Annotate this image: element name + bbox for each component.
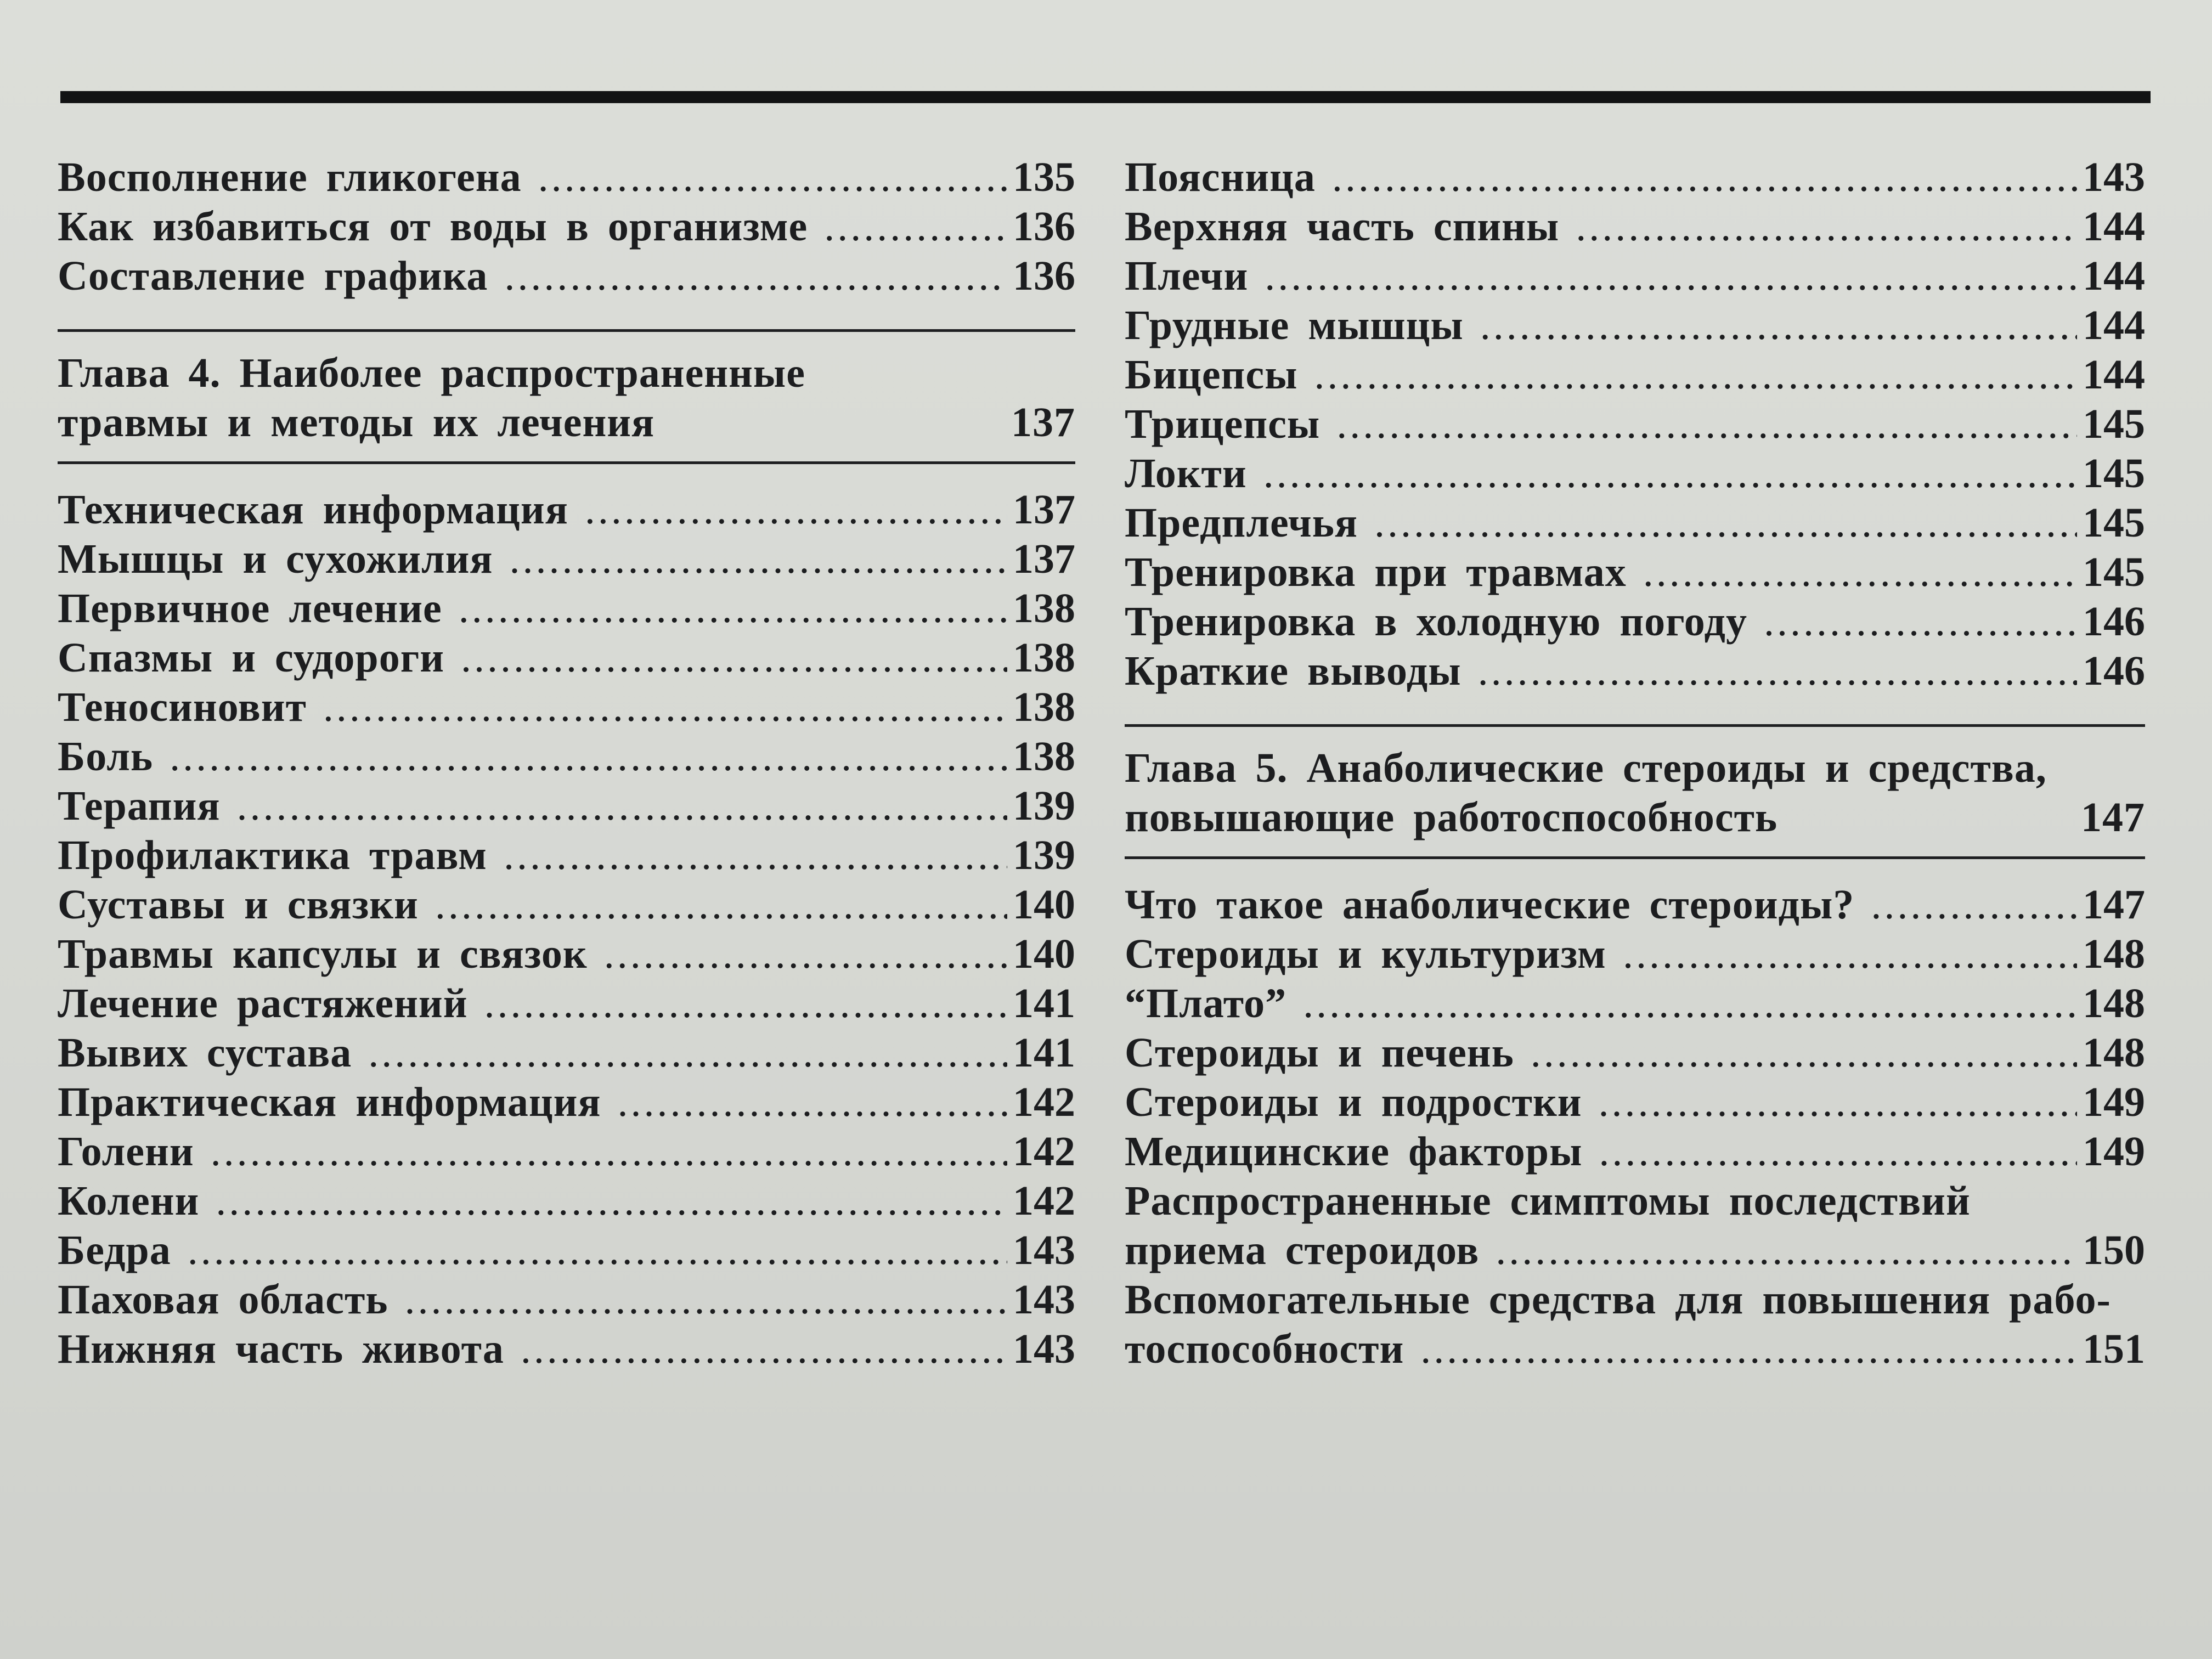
toc-entry-title-line2: тоспособности	[1125, 1326, 1404, 1372]
toc-entry-title: Бедра	[58, 1227, 171, 1273]
toc-entry-page: 145	[2083, 549, 2145, 595]
dot-leader	[188, 1226, 1007, 1275]
toc-entry-title: Восполнение гликогена	[58, 154, 522, 200]
toc-entry-page: 140	[1013, 882, 1075, 928]
toc-entry	[1125, 399, 2145, 449]
toc-entry	[58, 153, 1075, 202]
toc-entry	[1125, 1077, 2145, 1127]
dot-leader	[618, 1077, 1007, 1127]
toc-entry-page: 151	[2083, 1326, 2145, 1372]
toc-entry	[58, 831, 1075, 880]
toc-entry-page: 137	[1013, 536, 1075, 582]
dot-leader	[504, 251, 1007, 301]
toc-entry-title: Локти	[1125, 450, 1247, 496]
toc-entry	[58, 202, 1075, 251]
toc-entry-page: 143	[1013, 1227, 1075, 1273]
toc-entry-multiline	[1125, 1176, 2145, 1275]
dot-leader	[1599, 1077, 2077, 1127]
toc-entry-title-line1: Вспомогательные средства для повышения рабо-	[1125, 1277, 2111, 1323]
toc-entry-title: Плечи	[1125, 253, 1249, 299]
toc-entry-title: Бицепсы	[1125, 352, 1298, 398]
toc-entry-page: 147	[2083, 882, 2145, 928]
dot-leader	[504, 831, 1007, 880]
toc-entry-page: 144	[2083, 253, 2145, 299]
toc-entry-title: Трицепсы	[1125, 401, 1321, 447]
toc-entry	[58, 485, 1075, 534]
toc-entry	[1125, 1028, 2145, 1077]
toc-entry-page: 140	[1013, 931, 1075, 977]
toc-entry	[1125, 498, 2145, 548]
dot-leader	[459, 584, 1007, 633]
toc-entry-page: 144	[2083, 302, 2145, 348]
chapter-title-line2: травмы и методы их лечения	[58, 399, 655, 445]
toc-entry	[58, 880, 1075, 929]
toc-entry-line2-row	[1125, 1226, 2145, 1275]
chapter-page: 137	[1011, 399, 1075, 445]
dot-leader	[1374, 498, 2077, 548]
dot-leader	[1420, 1324, 2077, 1374]
toc-entry	[58, 781, 1075, 831]
toc-entry-title: Стероиды и печень	[1125, 1030, 1514, 1076]
toc-entry	[1125, 202, 2145, 251]
dot-leader	[1623, 929, 2077, 979]
dot-leader	[585, 485, 1007, 534]
toc-entry	[58, 929, 1075, 979]
toc-entry-page: 146	[2083, 599, 2145, 645]
toc-entry	[1125, 1127, 2145, 1176]
dot-leader	[211, 1127, 1007, 1176]
dot-leader	[824, 202, 1007, 251]
toc-entry-title: Тренировка при травмах	[1125, 549, 1627, 595]
toc-entry-page: 138	[1013, 585, 1075, 631]
dot-leader	[538, 153, 1007, 202]
chapter-page: 147	[2081, 794, 2145, 840]
dot-leader	[1263, 449, 2077, 498]
toc-entry-title: Краткие выводы	[1125, 648, 1462, 694]
toc-entry-page: 150	[2083, 1227, 2145, 1273]
toc-entry-title: Колени	[58, 1178, 200, 1224]
toc-entry-title: Профилактика травм	[58, 832, 487, 878]
toc-entry	[58, 534, 1075, 584]
toc-entry-title: Тренировка в холодную погоду	[1125, 599, 1748, 645]
toc-entry-page: 145	[2083, 401, 2145, 447]
toc-entry-title: Терапия	[58, 783, 221, 829]
toc-entry	[1125, 251, 2145, 301]
dot-leader	[1265, 251, 2077, 301]
toc-entry-page: 148	[2083, 931, 2145, 977]
dot-leader	[170, 732, 1007, 781]
toc-entry-page: 149	[2083, 1079, 2145, 1125]
toc-entry-title: Стероиды и подростки	[1125, 1079, 1582, 1125]
toc-entry-title: Медицинские факторы	[1125, 1128, 1583, 1175]
toc-entry	[1125, 449, 2145, 498]
toc-entry	[58, 682, 1075, 732]
chapter-title-line2-row	[58, 398, 1075, 447]
toc-entry-title: Грудные мышцы	[1125, 302, 1464, 348]
dot-leader	[1871, 880, 2077, 929]
toc-entry-page: 144	[2083, 352, 2145, 398]
dot-leader	[323, 682, 1007, 732]
dot-leader	[461, 633, 1007, 682]
toc-entry-title: Поясница	[1125, 154, 1316, 200]
toc-entry-page: 143	[2083, 154, 2145, 200]
toc-entry-title: Практическая информация	[58, 1079, 601, 1125]
toc-entry	[1125, 929, 2145, 979]
chapter-heading-4	[58, 348, 1075, 447]
chapter-title-line2: повышающие работоспособность	[1125, 794, 1778, 840]
dot-leader	[484, 979, 1007, 1028]
toc-entry-title-line2: приема стероидов	[1125, 1227, 1480, 1273]
toc-entry-page: 145	[2083, 450, 2145, 496]
toc-entry-title-line1: Распространенные симптомы последствий	[1125, 1178, 1971, 1224]
dot-leader	[368, 1028, 1007, 1077]
toc-entry-title: Первичное лечение	[58, 585, 442, 631]
toc-entry	[1125, 548, 2145, 597]
toc-entry	[58, 1028, 1075, 1077]
toc-entry-title: Техническая информация	[58, 487, 568, 533]
toc-entry-title: Как избавиться от воды в организме	[58, 204, 808, 250]
toc-entry-title: Теносиновит	[58, 684, 307, 730]
toc-entry-line2-row	[1125, 1324, 2145, 1374]
dot-leader	[510, 534, 1007, 584]
toc-entry	[1125, 880, 2145, 929]
toc-entry-page: 149	[2083, 1128, 2145, 1175]
toc-entry-title: Боль	[58, 733, 154, 780]
toc-entry	[58, 732, 1075, 781]
toc-entry-page: 146	[2083, 648, 2145, 694]
toc-entry-page: 143	[1013, 1326, 1075, 1372]
toc-entry-page: 144	[2083, 204, 2145, 250]
toc-entry-page: 138	[1013, 635, 1075, 681]
toc-entry-page: 136	[1013, 204, 1075, 250]
chapter-rule	[1125, 724, 2145, 727]
toc-entry-title: Лечение растяжений	[58, 980, 468, 1026]
toc-entry-title: Паховая область	[58, 1277, 388, 1323]
dot-leader	[1576, 202, 2077, 251]
toc-entry-page: 139	[1013, 783, 1075, 829]
toc-entry-title: Мышцы и сухожилия	[58, 536, 493, 582]
toc-entry	[1125, 301, 2145, 350]
top-rule	[60, 91, 2151, 103]
toc-column-right	[1125, 153, 2145, 1374]
chapter-title-line1: Глава 5. Анаболические стероиды и средства,	[1125, 745, 2047, 791]
toc-entry-title: Предплечья	[1125, 500, 1358, 546]
toc-entry	[58, 1275, 1075, 1324]
chapter-heading-5	[1125, 743, 2145, 842]
dot-leader	[435, 880, 1007, 929]
toc-entry	[1125, 153, 2145, 202]
dot-leader	[521, 1324, 1007, 1374]
toc-entry-title: Нижняя часть живота	[58, 1326, 504, 1372]
dot-leader	[1480, 301, 2077, 350]
dot-leader	[405, 1275, 1008, 1324]
toc-entry-title: Голени	[58, 1128, 194, 1175]
dot-leader	[1303, 979, 2077, 1028]
toc-entry-title: Травмы капсулы и связок	[58, 931, 588, 977]
toc-entry-title: Суставы и связки	[58, 882, 419, 928]
toc-entry	[58, 1127, 1075, 1176]
dot-leader	[1478, 646, 2077, 696]
dot-leader	[216, 1176, 1007, 1226]
toc-entry	[58, 1176, 1075, 1226]
dot-leader	[1332, 153, 2077, 202]
toc-entry-page: 141	[1013, 1030, 1075, 1076]
dot-leader	[1643, 548, 2077, 597]
toc-entry-page: 136	[1013, 253, 1075, 299]
toc-entry	[58, 584, 1075, 633]
toc-entry-page: 142	[1013, 1128, 1075, 1175]
toc-entry	[58, 251, 1075, 301]
chapter-rule	[58, 461, 1075, 464]
dot-leader	[237, 781, 1008, 831]
toc-entry	[1125, 597, 2145, 646]
toc-entry	[58, 1324, 1075, 1374]
toc-column-left	[58, 153, 1075, 1374]
toc-entry	[1125, 979, 2145, 1028]
toc-entry-title: “Плато”	[1125, 980, 1287, 1026]
toc-entry-title: Вывих сустава	[58, 1030, 352, 1076]
toc-entry-page: 142	[1013, 1178, 1075, 1224]
toc-entry	[58, 633, 1075, 682]
chapter-rule	[58, 329, 1075, 332]
toc-entry	[58, 1077, 1075, 1127]
dot-leader	[604, 929, 1007, 979]
dot-leader	[1314, 350, 2077, 399]
toc-entry	[58, 1226, 1075, 1275]
toc-entry-page: 145	[2083, 500, 2145, 546]
toc-entry-page: 148	[2083, 1030, 2145, 1076]
toc-entry-title: Составление графика	[58, 253, 488, 299]
toc-entry-page: 139	[1013, 832, 1075, 878]
dot-leader	[1531, 1028, 2077, 1077]
chapter-rule	[1125, 856, 2145, 859]
toc-entry-page: 142	[1013, 1079, 1075, 1125]
toc-entry-page: 141	[1013, 980, 1075, 1026]
chapter-title-line2-row	[1125, 793, 2145, 842]
toc-entry-page: 137	[1013, 487, 1075, 533]
toc-entry-multiline	[1125, 1275, 2145, 1374]
toc-entry	[1125, 350, 2145, 399]
toc-entry-title: Стероиды и культуризм	[1125, 931, 1606, 977]
dot-leader	[1496, 1226, 2077, 1275]
toc-entry-title: Что такое анаболические стероиды?	[1125, 882, 1855, 928]
toc-entry	[1125, 646, 2145, 696]
toc-entry-title: Спазмы и судороги	[58, 635, 444, 681]
dot-leader	[1599, 1127, 2077, 1176]
toc-entry-page: 135	[1013, 154, 1075, 200]
chapter-title-line1: Глава 4. Наиболее распространенные	[58, 350, 805, 396]
dot-leader	[1764, 597, 2077, 646]
dot-leader	[1336, 399, 2077, 449]
toc-entry	[58, 979, 1075, 1028]
toc-entry-page: 143	[1013, 1277, 1075, 1323]
toc-entry-title: Верхняя часть спины	[1125, 204, 1560, 250]
toc-entry-page: 148	[2083, 980, 2145, 1026]
toc-entry-page: 138	[1013, 684, 1075, 730]
toc-entry-page: 138	[1013, 733, 1075, 780]
